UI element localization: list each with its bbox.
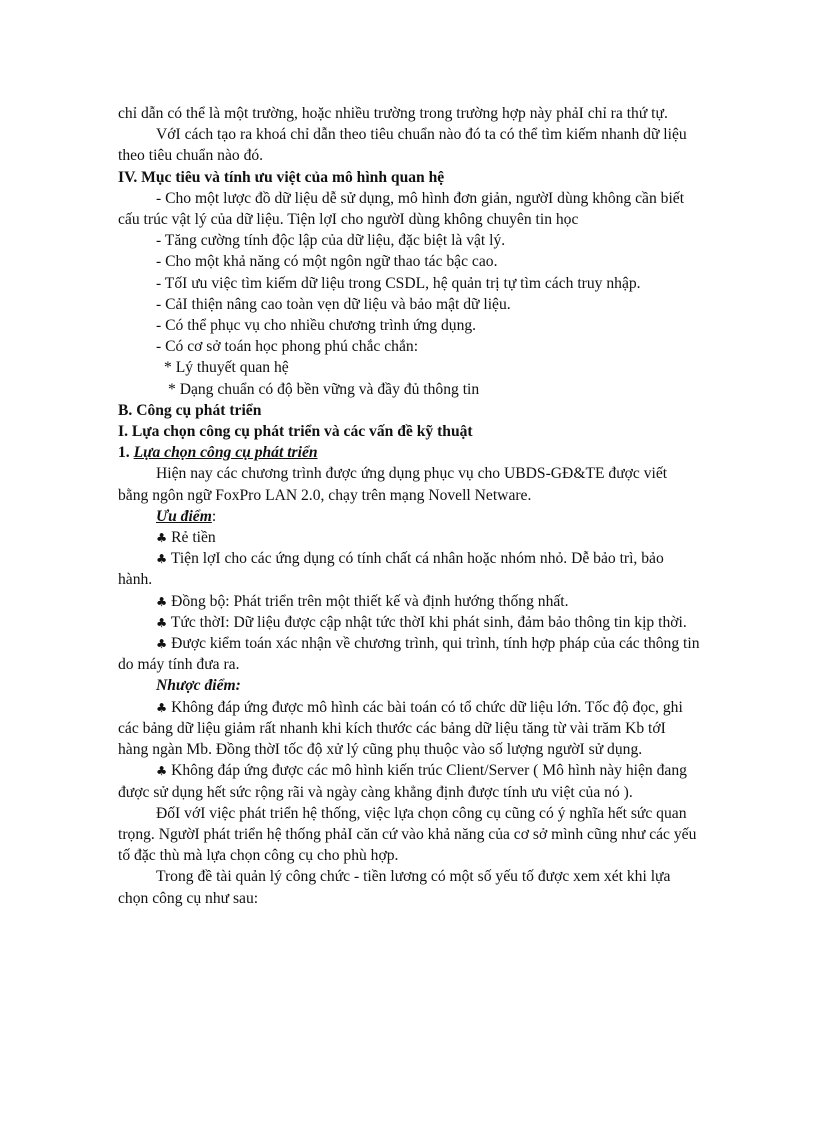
item-1-intro: Hiện nay các chương trình được ứng dụng phục vụ cho UBDS-GĐ&TE được viết bằng ngôn ngữ FoxPro LAN 2.0, chạy trên mạng Novell Netware. <box>118 465 668 504</box>
disadvantage-item <box>118 697 700 761</box>
advantage-item <box>118 548 700 590</box>
intro-paragraph-2: VớI cách tạo ra khoá chỉ dẫn theo tiêu chuẩn nào đó ta có thể tìm kiếm nhanh dữ liệu theo tiêu chuẩn nào đó. <box>118 126 687 165</box>
advantage-item <box>118 527 700 548</box>
advantage-text: Đồng bộ: Phát triển trên một thiết kế và định hướng thống nhất. <box>171 592 569 610</box>
section-b-heading: B. Công cụ phát triển <box>118 401 262 419</box>
section-iv-item: - Cho một khả năng có một ngôn ngữ thao tác bậc cao. <box>156 253 498 271</box>
section-iv-item: - Tăng cường tính độc lập của dữ liệu, đặc biệt là vật lý. <box>156 232 506 250</box>
document-page <box>118 103 700 909</box>
advantage-text: Rẻ tiền <box>171 529 216 547</box>
intro-paragraph-1: chỉ dẫn có thể là một trường, hoặc nhiều trường trong trường hợp này phảI chỉ ra thứ tự. <box>118 105 668 122</box>
item-1-title: Lựa chọn công cụ phát triển <box>133 444 318 462</box>
advantage-text: Tiện lợI cho các ứng dụng có tính chất cá nhân hoặc nhóm nhỏ. Dễ bảo trì, bảo hành. <box>118 550 664 589</box>
section-b-subheading: I. Lựa chọn công cụ phát triển và các vấn đề kỹ thuật <box>118 423 473 441</box>
disadvantage-text: Không đáp ứng được mô hình các bài toán có tổ chức dữ liệu lớn. Tốc độ đọc, ghi các bảng dữ liệu giảm rất nhanh khi kích thước các bảng dữ liệu tăng từ vài trăm Kb tớI hàng ngàn Mb. Đồng thờI tốc độ xử lý cũng phụ thuộc vào số lượng ngườI sử dụng. <box>118 698 683 759</box>
advantage-text: Tức thờI: Dữ liệu được cập nhật tức thờI khi phát sinh, đảm bảo thông tin kịp thời. <box>170 613 687 631</box>
disadvantage-text: Không đáp ứng được các mô hình kiến trúc Client/Server ( Mô hình này hiện đang được sử dụng hết sức rộng rãi và ngày càng khẳng định được tính ưu việt của nó ). <box>118 762 687 801</box>
section-iv-item: - Cho một lược đồ dữ liệu dễ sử dụng, mô hình đơn giản, ngườI dùng không cần biết cấu trúc vật lý của dữ liệu. Tiện lợI cho ngườI dùng không chuyên tin học <box>118 189 685 229</box>
item-1-heading <box>118 442 700 463</box>
disadvantages-label: Nhược điểm: <box>156 677 241 695</box>
club-bullet-icon: ♣ <box>156 614 168 630</box>
advantage-item <box>118 612 700 633</box>
advantages-label: Ưu điểm <box>156 507 212 525</box>
section-iv-sub-item: * Lý thuyết quan hệ <box>164 359 289 377</box>
section-iv-sub-item: * Dạng chuẩn có độ bền vững và đầy đủ thông tin <box>168 380 480 398</box>
disadvantage-item <box>118 760 700 802</box>
club-bullet-icon: ♣ <box>156 551 168 567</box>
advantages-label-line <box>118 506 700 527</box>
closing-paragraph-2: Trong đề tài quản lý công chức - tiền lương có một số yếu tố được xem xét khi lựa chọn công cụ như sau: <box>118 868 671 907</box>
club-bullet-icon: ♣ <box>156 530 168 546</box>
item-1-number: 1. <box>118 444 130 462</box>
disadvantages-label-line <box>118 675 700 696</box>
section-iv-item: - TốI ưu việc tìm kiếm dữ liệu trong CSDL, hệ quản trị tự tìm cách truy nhập. <box>156 274 641 292</box>
section-iv-heading: IV. Mục tiêu và tính ưu việt của mô hình quan hệ <box>118 168 445 186</box>
advantage-item <box>118 633 700 675</box>
advantage-text: Được kiểm toán xác nhận về chương trình, qui trình, tính hợp pháp của các thông tin do máy tính đưa ra. <box>118 635 700 674</box>
club-bullet-icon: ♣ <box>156 593 168 609</box>
section-iv-item: - Có cơ sở toán học phong phú chắc chắn: <box>156 338 419 356</box>
club-bullet-icon: ♣ <box>156 636 168 652</box>
section-iv-item: - Có thể phục vụ cho nhiều chương trình ứng dụng. <box>156 317 477 335</box>
club-bullet-icon: ♣ <box>156 699 168 715</box>
advantage-item <box>118 591 700 612</box>
advantages-label-suffix: : <box>211 507 217 525</box>
section-iv-item: - CảI thiện nâng cao toàn vẹn dữ liệu và bảo mật dữ liệu. <box>156 295 511 313</box>
closing-paragraph-1: ĐốI vớI việc phát triển hệ thống, việc lựa chọn công cụ cũng có ý nghĩa hết sức quan trọng. NgườI phát triển hệ thống phảI căn cứ vào khả năng của cơ sở mình cũng như các yếu tố đặc thù mà lựa chọn công cụ cho phù hợp. <box>118 804 697 865</box>
club-bullet-icon: ♣ <box>156 763 168 779</box>
